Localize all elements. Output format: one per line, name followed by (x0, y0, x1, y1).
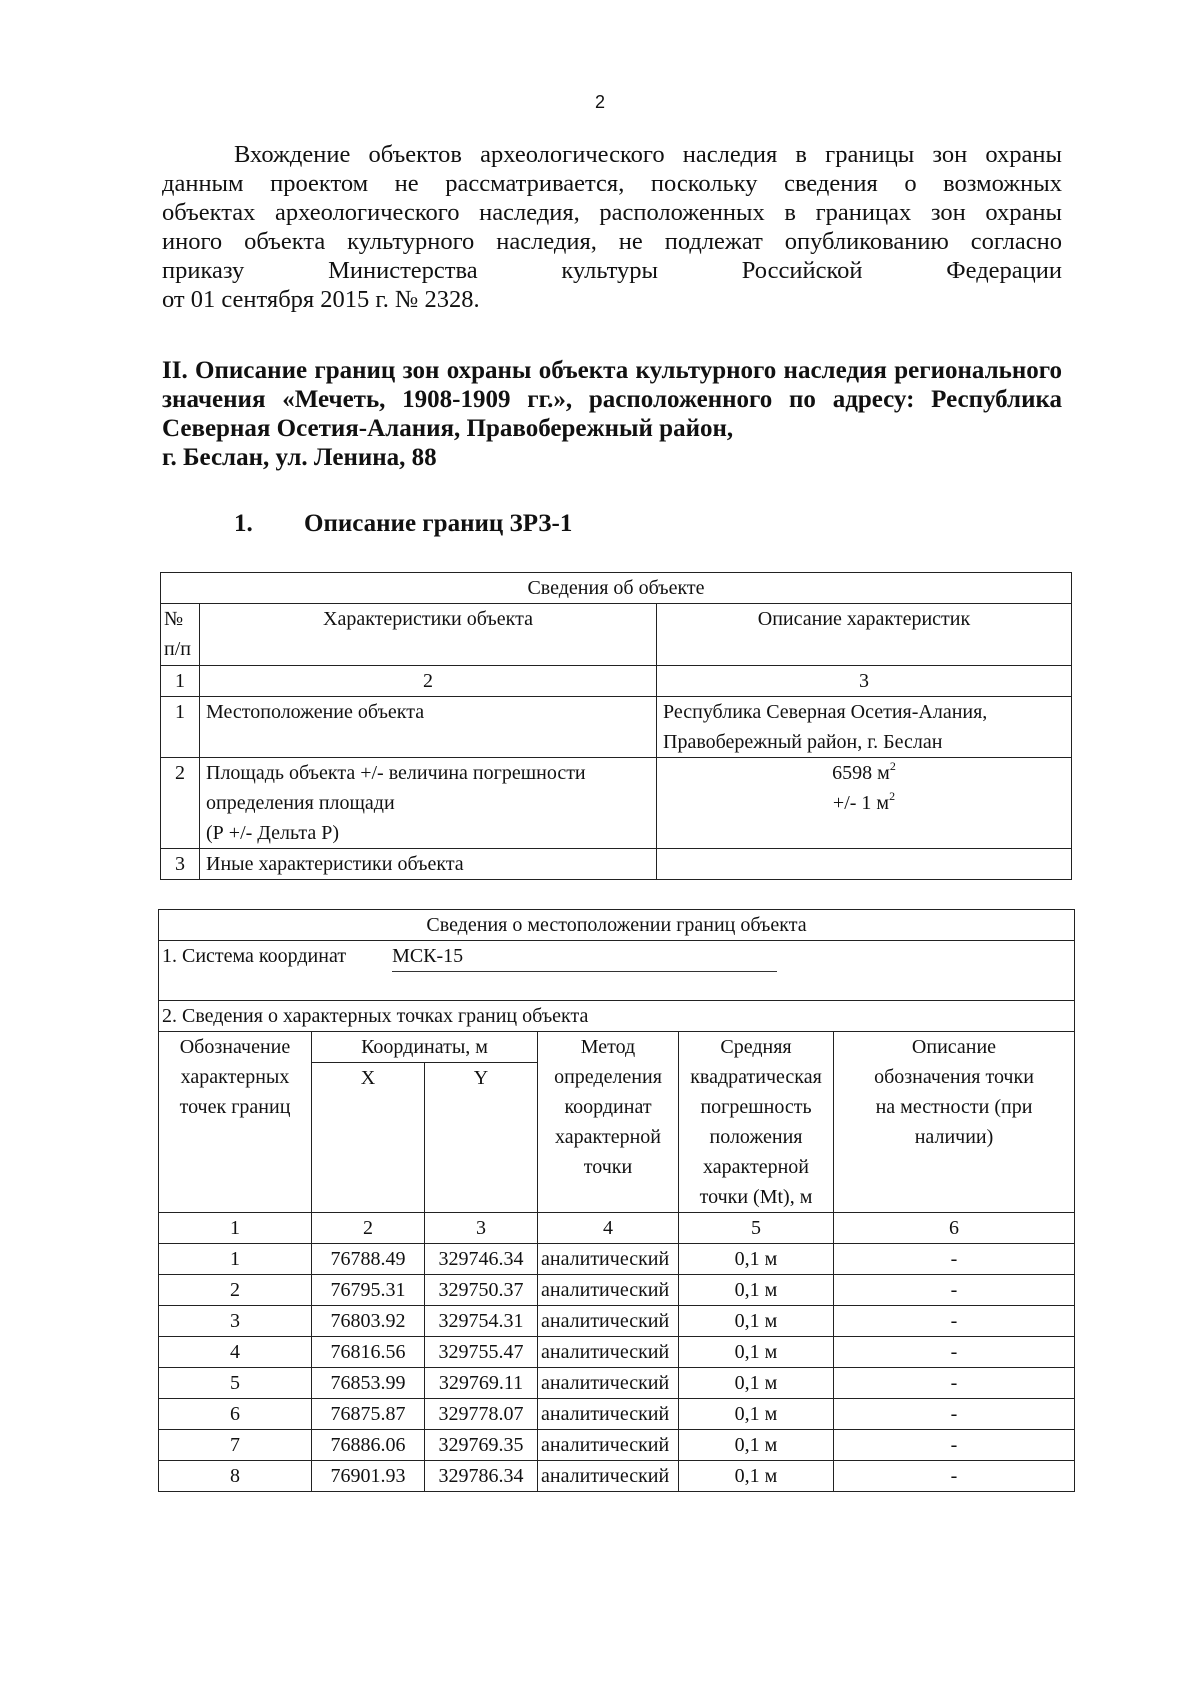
intro-line: иного объекта культурного наследия, не подлежат опубликованию согласно (162, 228, 1062, 255)
x-coordinate: 76875.87 (312, 1399, 425, 1430)
table-row (159, 1337, 1075, 1368)
method: аналитический (538, 1461, 679, 1492)
point-id: 5 (159, 1368, 312, 1399)
header-line: обозначения точки (874, 1066, 1034, 1088)
x-coordinate: 76816.56 (312, 1337, 425, 1368)
row-description (657, 849, 1072, 880)
characteristic-line: (Р +/- Дельта Р) (206, 822, 340, 844)
subsection-number: 1. (234, 510, 253, 537)
header-line: положения (709, 1126, 803, 1148)
section-heading-line: адресу: Республика Северная Осетия-Алания, Правобережный район, (162, 386, 1062, 442)
header-designation (159, 1032, 312, 1213)
table-row (159, 1306, 1075, 1337)
col-number: 6 (834, 1213, 1075, 1244)
x-coordinate: 76795.31 (312, 1275, 425, 1306)
area-value (663, 758, 1065, 788)
point-description: - (834, 1368, 1075, 1399)
row-num: 3 (161, 849, 200, 880)
table-row (159, 1430, 1075, 1461)
point-id: 2 (159, 1275, 312, 1306)
method: аналитический (538, 1368, 679, 1399)
table-row (159, 1461, 1075, 1492)
x-coordinate: 76901.93 (312, 1461, 425, 1492)
method: аналитический (538, 1399, 679, 1430)
area-error (663, 788, 1065, 818)
point-description: - (834, 1461, 1075, 1492)
point-description: - (834, 1244, 1075, 1275)
header-coordinates: Координаты, м (312, 1032, 538, 1063)
y-coordinate: 329750.37 (425, 1275, 538, 1306)
y-coordinate: 329769.35 (425, 1430, 538, 1461)
section-heading (162, 356, 1062, 472)
point-id: 3 (159, 1306, 312, 1337)
table-row (159, 1399, 1075, 1430)
intro-line: объектах археологического наследия, расположенных в границах зон охраны (162, 199, 1062, 226)
header-line: характерной (703, 1156, 809, 1178)
mt-error: 0,1 м (679, 1244, 834, 1275)
mt-error: 0,1 м (679, 1275, 834, 1306)
header-line: Метод (580, 1036, 636, 1058)
y-coordinate: 329755.47 (425, 1337, 538, 1368)
header-x: X (312, 1063, 425, 1213)
header-num: № п/п (161, 604, 200, 666)
y-coordinate: 329769.11 (425, 1368, 538, 1399)
table-row (161, 697, 1072, 758)
row-characteristic: Иные характеристики объекта (200, 849, 657, 880)
y-coordinate: 329786.34 (425, 1461, 538, 1492)
x-coordinate: 76788.49 (312, 1244, 425, 1275)
point-description: - (834, 1399, 1075, 1430)
characteristic-line: Площадь объекта +/- величина погрешности (206, 762, 586, 784)
header-line: квадратическая (690, 1066, 822, 1088)
point-description: - (834, 1337, 1075, 1368)
col-number: 1 (161, 666, 200, 697)
header-characteristic: Характеристики объекта (200, 604, 657, 666)
area-error-text: +/- 1 м (832, 792, 890, 814)
object-info-table (160, 572, 1072, 880)
row-num: 2 (161, 758, 200, 849)
header-line: характерной (555, 1126, 661, 1148)
y-coordinate: 329746.34 (425, 1244, 538, 1275)
method: аналитический (538, 1337, 679, 1368)
section-heading-line: регионального значения «Мечеть, 1908-1909 гг.», расположенного по (162, 357, 1062, 413)
page-number: 2 (594, 92, 605, 112)
points-body (159, 1244, 1075, 1492)
row-description (657, 758, 1072, 849)
header-line: точки (Mt), м (699, 1186, 813, 1208)
coord-system-label: 1. Система координат (162, 945, 347, 967)
error-unit-sup: 2 (889, 789, 896, 803)
table-row (159, 1368, 1075, 1399)
header-method (538, 1032, 679, 1213)
col-number: 5 (679, 1213, 834, 1244)
method: аналитический (538, 1275, 679, 1306)
col-number: 1 (159, 1213, 312, 1244)
x-coordinate: 76853.99 (312, 1368, 425, 1399)
description-line: Правобережный район, г. Беслан (663, 731, 943, 753)
location-table-title: Сведения о местоположении границ объекта (159, 910, 1075, 941)
header-line: точки (583, 1156, 633, 1178)
object-table-title: Сведения об объекте (161, 573, 1072, 604)
point-id: 4 (159, 1337, 312, 1368)
header-description: Описание характеристик (657, 604, 1072, 666)
col-number: 3 (425, 1213, 538, 1244)
area-unit-sup: 2 (889, 759, 896, 773)
intro-line: от 01 сентября 2015 г. № 2328. (162, 286, 480, 313)
table-row (159, 1275, 1075, 1306)
section-heading-line: г. Беслан, ул. Ленина, 88 (162, 444, 437, 471)
mt-error: 0,1 м (679, 1461, 834, 1492)
area-value-text: 6598 м (832, 762, 890, 784)
header-line: наличии) (914, 1126, 994, 1148)
header-line: определения (554, 1066, 662, 1088)
section-heading-line: II. Описание границ зон охраны объекта культурного наследия (162, 357, 887, 384)
location-table (158, 909, 1075, 1492)
header-line: точек границ (179, 1096, 291, 1118)
method: аналитический (538, 1244, 679, 1275)
header-line: Средняя (720, 1036, 792, 1058)
table-row (161, 758, 1072, 849)
header-line: на местности (при (875, 1096, 1033, 1118)
header-description (834, 1032, 1075, 1213)
mt-error: 0,1 м (679, 1368, 834, 1399)
mt-error: 0,1 м (679, 1430, 834, 1461)
table-row (161, 849, 1072, 880)
header-line: Описание (911, 1036, 997, 1058)
y-coordinate: 329754.31 (425, 1306, 538, 1337)
table-row (159, 1244, 1075, 1275)
point-id: 7 (159, 1430, 312, 1461)
col-number: 3 (657, 666, 1072, 697)
intro-line: данным проектом не рассматривается, поскольку сведения о возможных (162, 170, 1062, 197)
intro-line: приказу Министерства культуры Российской Федерации (162, 257, 1062, 284)
header-line: характерных (180, 1066, 290, 1088)
characteristic-line: определения площади (206, 792, 395, 814)
points-label: 2. Сведения о характерных точках границ объекта (159, 1001, 1075, 1032)
subsection-title: Описание границ ЗРЗ-1 (304, 510, 573, 537)
coord-system-row (159, 941, 1075, 1001)
point-description: - (834, 1306, 1075, 1337)
coord-system-value: МСК-15 (392, 941, 777, 972)
point-id: 1 (159, 1244, 312, 1275)
point-description: - (834, 1430, 1075, 1461)
mt-error: 0,1 м (679, 1399, 834, 1430)
intro-paragraph (162, 140, 1062, 314)
row-characteristic (200, 758, 657, 849)
method: аналитический (538, 1430, 679, 1461)
col-number: 2 (200, 666, 657, 697)
row-description (657, 697, 1072, 758)
point-description: - (834, 1275, 1075, 1306)
row-characteristic: Местоположение объекта (200, 697, 657, 758)
header-y: Y (425, 1063, 538, 1213)
x-coordinate: 76886.06 (312, 1430, 425, 1461)
header-error (679, 1032, 834, 1213)
point-id: 8 (159, 1461, 312, 1492)
intro-line: Вхождение объектов археологического наследия в границы зон охраны (234, 141, 1062, 168)
header-line: координат (564, 1096, 652, 1118)
col-number: 4 (538, 1213, 679, 1244)
subsection-heading (234, 510, 572, 538)
description-line: Республика Северная Осетия-Алания, (663, 701, 988, 723)
row-num: 1 (161, 697, 200, 758)
col-number: 2 (312, 1213, 425, 1244)
header-line: Обозначение (179, 1036, 291, 1058)
mt-error: 0,1 м (679, 1306, 834, 1337)
method: аналитический (538, 1306, 679, 1337)
mt-error: 0,1 м (679, 1337, 834, 1368)
y-coordinate: 329778.07 (425, 1399, 538, 1430)
x-coordinate: 76803.92 (312, 1306, 425, 1337)
point-id: 6 (159, 1399, 312, 1430)
header-line: погрешность (700, 1096, 812, 1118)
